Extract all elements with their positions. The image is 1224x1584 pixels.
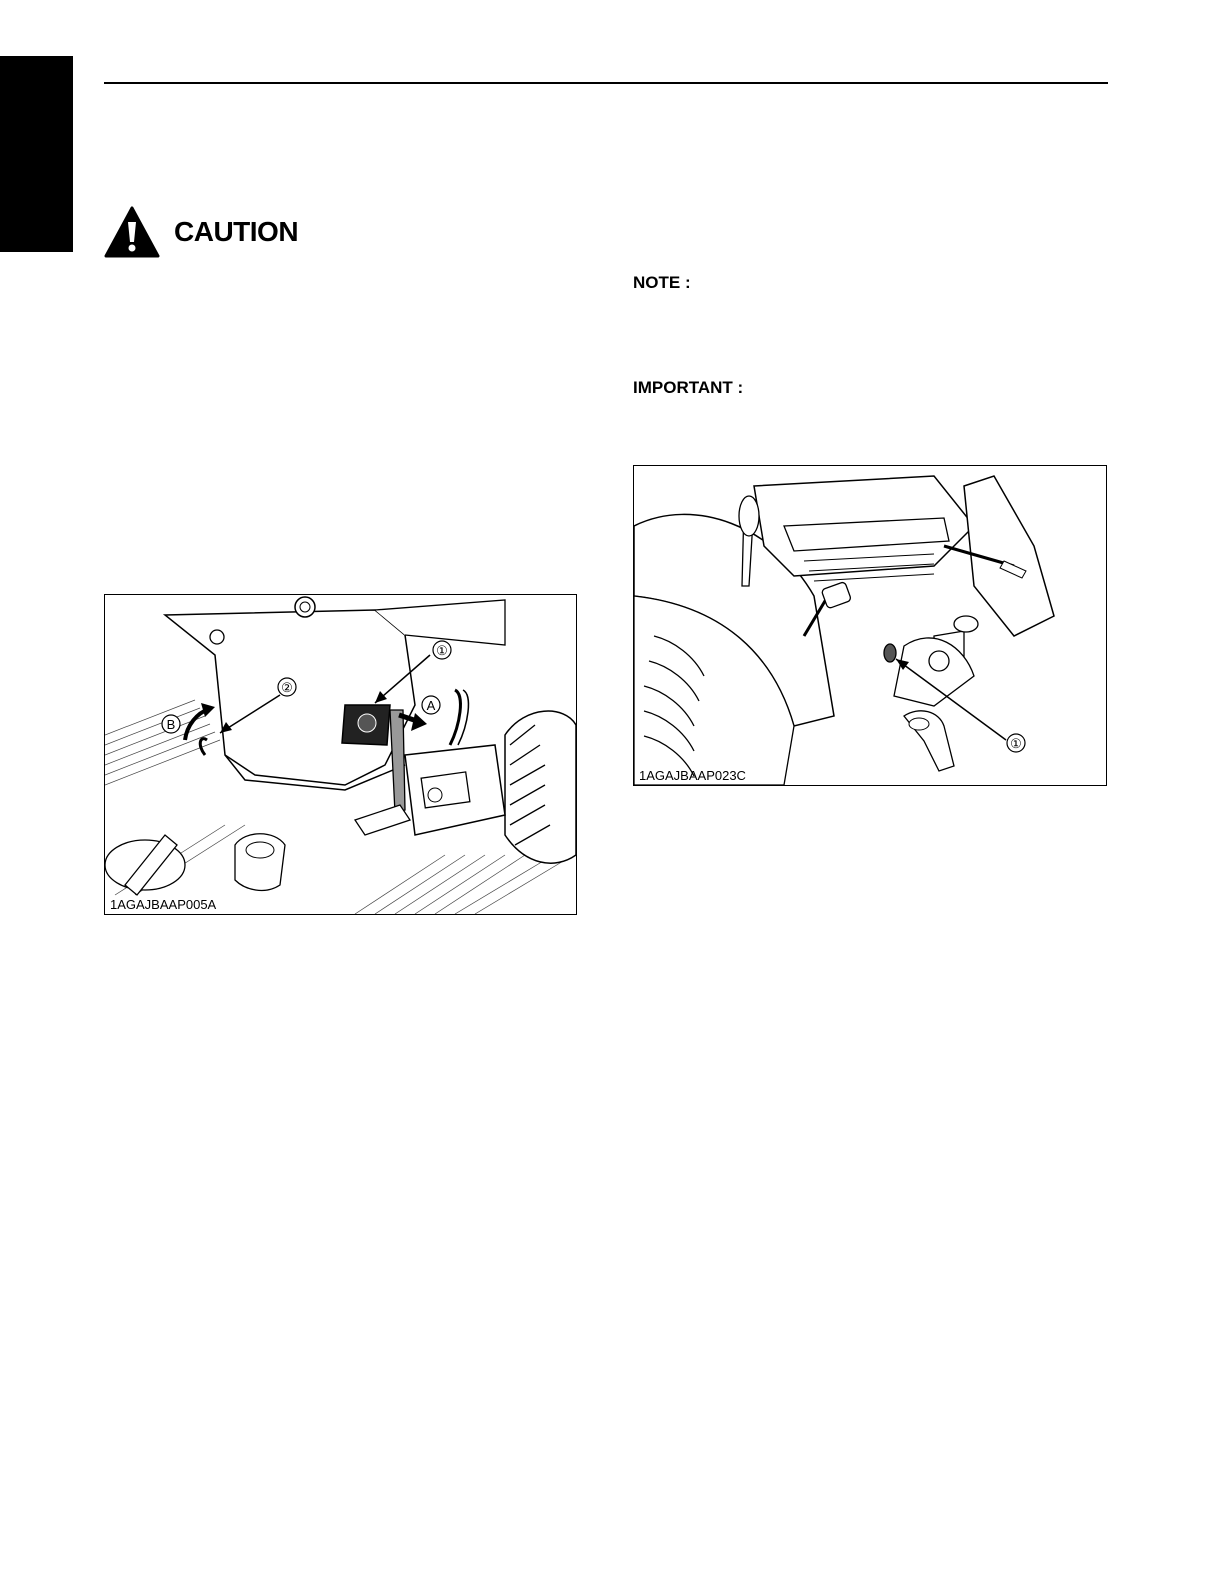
callout-b: B: [166, 717, 176, 732]
seat-lever-illustration: [634, 466, 1106, 785]
callout-2: ②: [281, 680, 293, 695]
important-label: IMPORTANT :: [633, 378, 744, 397]
figure-seat-lever: [633, 465, 1107, 786]
figure2-code: 1AGAJBAAP023C: [639, 768, 746, 783]
section-tab: [0, 56, 73, 252]
caution-label: CAUTION: [174, 216, 299, 247]
brake-pedal-illustration: [105, 595, 576, 914]
callout-1: ①: [1010, 736, 1022, 751]
header-rule: [104, 82, 1108, 84]
figure1-code: 1AGAJBAAP005A: [110, 897, 217, 912]
figure-brake-pedal: [104, 594, 577, 915]
warning-icon: [104, 206, 160, 258]
callout-a: A: [426, 698, 436, 713]
note-label: NOTE :: [633, 273, 691, 292]
caution-heading: [104, 206, 298, 258]
callout-1: ①: [436, 643, 448, 658]
